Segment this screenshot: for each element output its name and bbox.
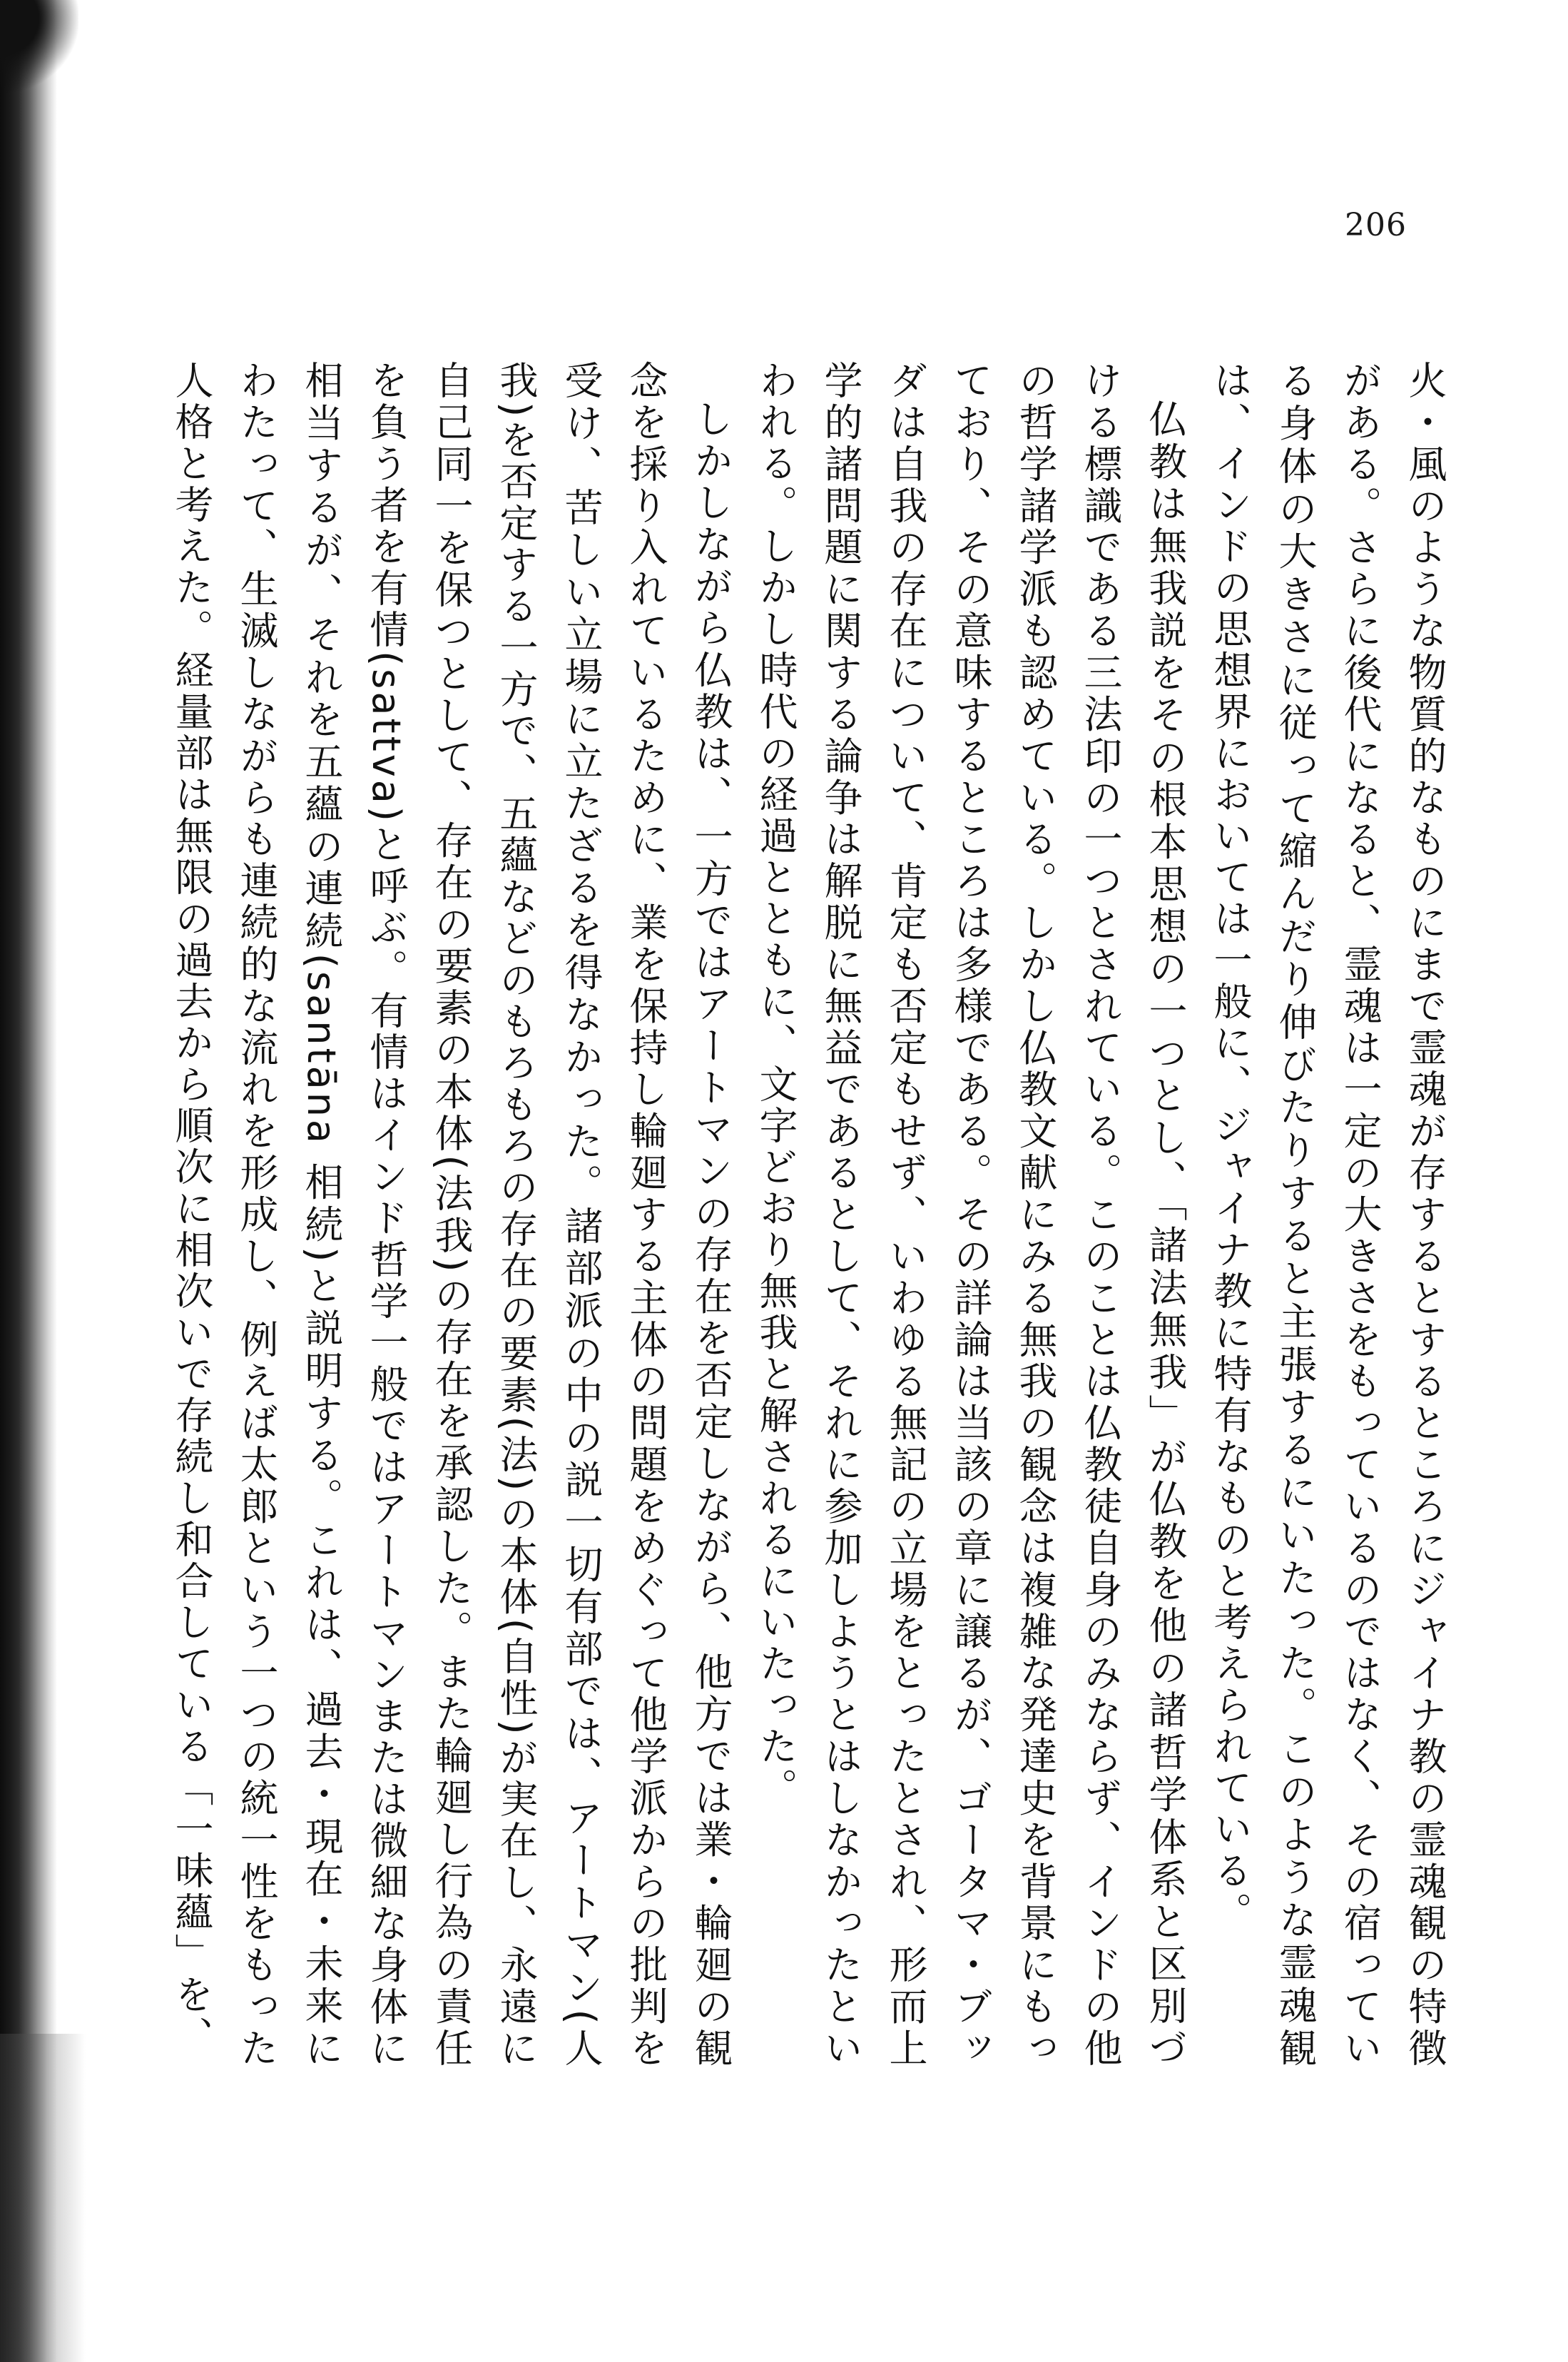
paragraph-3: しかしながら仏教は、一方ではアートマンの存在を否定しながら、他方では業・輪廻の観念を採り入れているために、業を保持し輪廻する主体の問題をめぐって他学派からの批判を受け、苦しい立場に立たざるを得なかった。諸部派の中の説一切有部では、アートマン(人我)を否定する一方で、五蘊などのもろもろの存在の要素(法)の本体(自性)が実在し、永遠に自己同一を保つとして、存在の要素の本体(法我)の存在を承認した。また輪廻し行為の責任を負う者を有情(sattva)と呼ぶ。有情はインド哲学一般ではアートマンまたは微細な身体に相当するが、それを五蘊の連続(santāna 相続)と説明する。これは、過去・現在・未来にわたって、生滅しながらも連続的な流れを形成し、例えば太郎という一つの統一性をもった人格と考えた。経量部は無限の過去から順次に相次いで存続し和合している「一味蘊」を、 xyxy=(169,360,733,2069)
paragraph-2: 仏教は無我説をその根本思想の一つとし、「諸法無我」が仏教を他の諸哲学体系と区別づける標識である三法印の一つとされている。このことは仏教徒自身のみならず、インドの他の哲学諸学派も認めている。しかし仏教文献にみる無我の観念は複雑な発達史を背景にもっており、その意味するところは多様である。その詳論は当該の章に譲るが、ゴータマ・ブッダは自我の存在について、肯定も否定もせず、いわゆる無記の立場をとったとされ、形而上学的諸問題に関する論争は解脱に無益であるとして、それに参加しようとはしなかったといわれる。しかし時代の経過とともに、文字どおり無我と解されるにいたった。 xyxy=(753,360,1188,2070)
body-text xyxy=(88,360,1457,2069)
book-gutter-top-shadow xyxy=(0,0,78,93)
paragraph-1: 火・風のような物質的なものにまで霊魂が存するとするところにジャイナ教の霊魂観の特徴がある。さらに後代になると、霊魂は一定の大きさをもっているのではなく、その宿っている身体の大きさに従って縮んだり伸びたりすると主張するにいたった。このような霊魂観は、インドの思想界においては一般に、ジャイナ教に特有なものと考えられている。 xyxy=(1208,360,1447,2070)
page-number: 206 xyxy=(1345,207,1407,243)
book-gutter-shadow xyxy=(0,0,57,2362)
book-gutter-bottom-shadow xyxy=(0,2034,86,2362)
